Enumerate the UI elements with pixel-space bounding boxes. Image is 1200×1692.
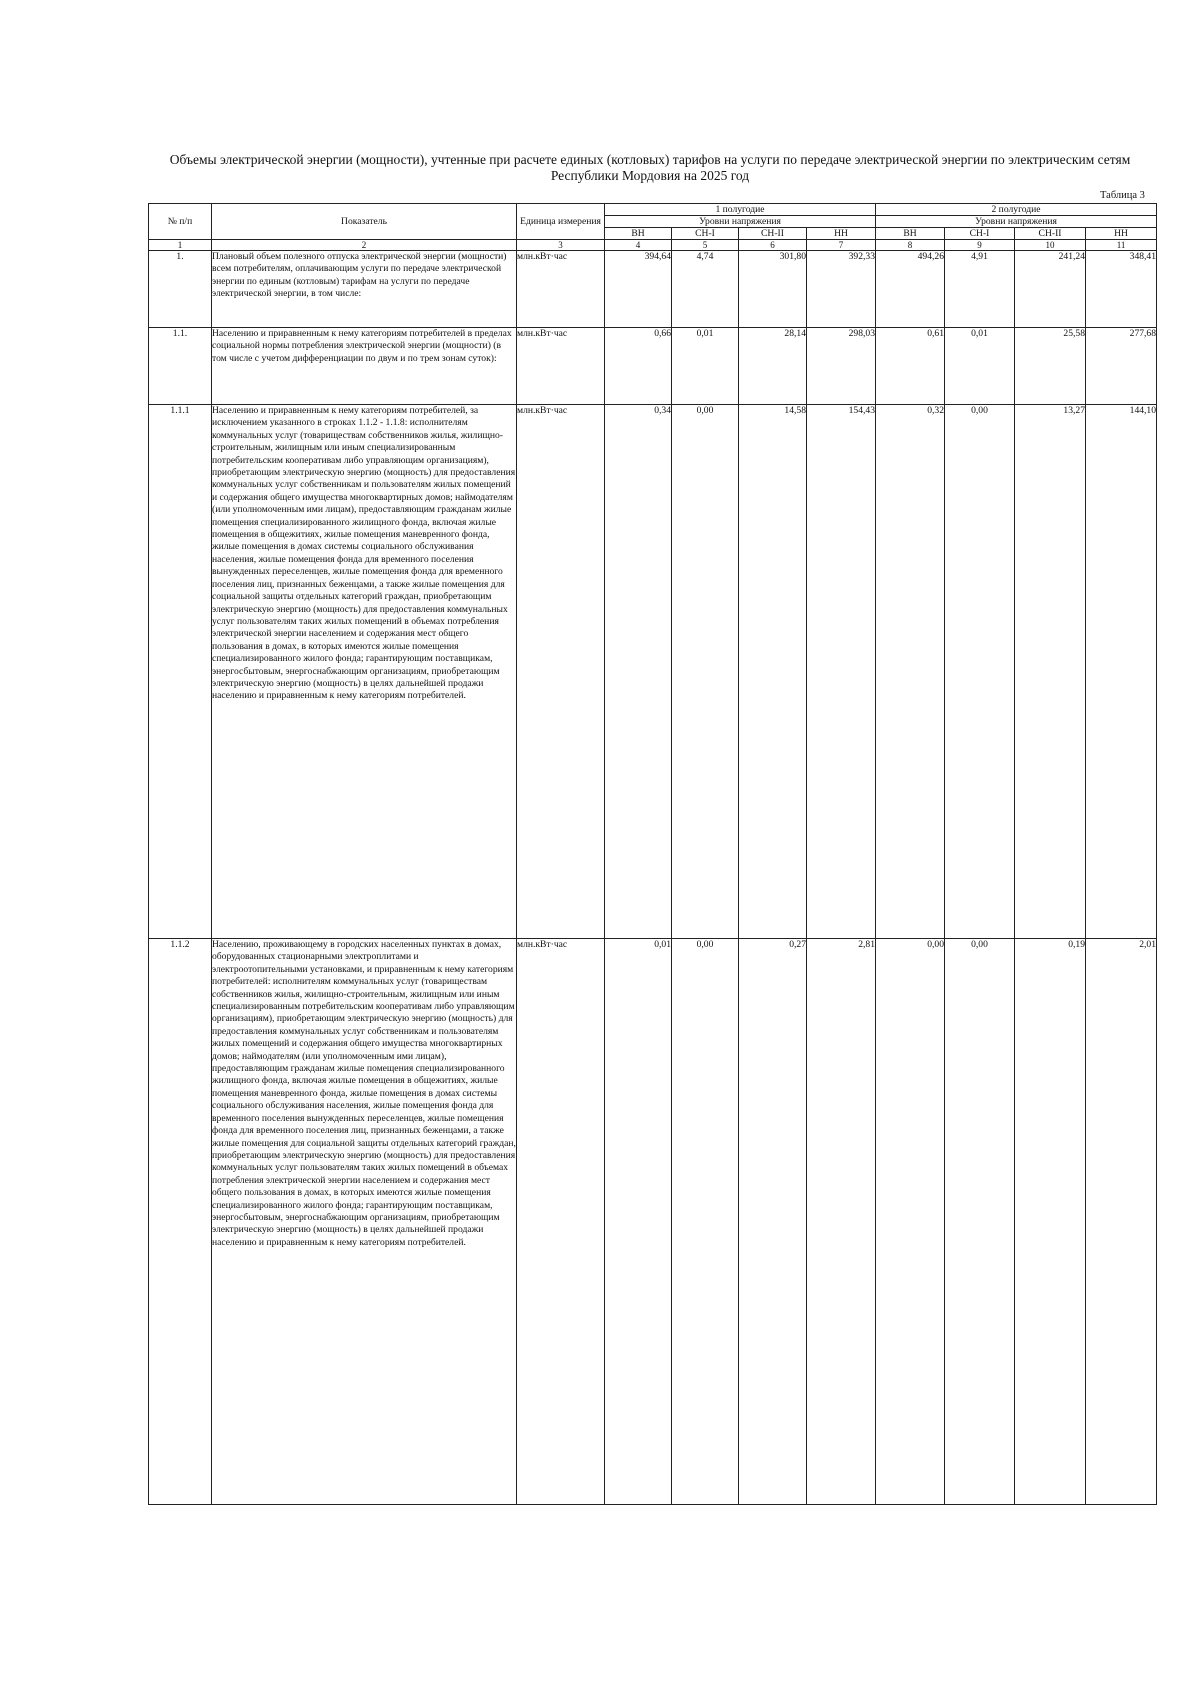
- header-half-1: 1 полугодие: [605, 204, 876, 216]
- table-row: [149, 939, 1157, 1505]
- value-cell: 25,58: [1015, 328, 1086, 405]
- row-number: 1.1.2: [149, 939, 212, 1505]
- header-indicator: Показатель: [212, 204, 517, 240]
- value-cell: 348,41: [1086, 251, 1157, 328]
- column-number: 11: [1086, 240, 1157, 251]
- column-number: 10: [1015, 240, 1086, 251]
- value-cell: 0,32: [876, 405, 945, 939]
- value-cell: 0,00: [672, 405, 739, 939]
- value-cell: 144,10: [1086, 405, 1157, 939]
- column-number: 4: [605, 240, 672, 251]
- header-level-vn-1: ВН: [605, 228, 672, 240]
- value-cell: 0,01: [945, 328, 1015, 405]
- value-cell: 392,33: [807, 251, 876, 328]
- value-cell: 0,19: [1015, 939, 1086, 1505]
- header-level-nn-1: НН: [807, 228, 876, 240]
- header-level-vn-2: ВН: [876, 228, 945, 240]
- column-number: 3: [517, 240, 605, 251]
- value-cell: 0,34: [605, 405, 672, 939]
- value-cell: 4,74: [672, 251, 739, 328]
- value-cell: 494,26: [876, 251, 945, 328]
- column-number: 9: [945, 240, 1015, 251]
- table-row: [149, 251, 1157, 328]
- header-num: № п/п: [149, 204, 212, 240]
- value-cell: 277,68: [1086, 328, 1157, 405]
- row-number: 1.1.: [149, 328, 212, 405]
- page-title: Объемы электрической энергии (мощности), учтенные при расчете единых (котловых) тарифов на услуги по передаче электрической энергии по электрическим сетям Республики Мордовия на 2025 год: [169, 152, 1131, 183]
- row-unit: млн.кВт·час: [517, 939, 605, 1505]
- value-cell: 4,91: [945, 251, 1015, 328]
- value-cell: 394,64: [605, 251, 672, 328]
- row-indicator: Населению и приравненным к нему категориям потребителей в пределах социальной нормы потребления электрической энергии (мощности) (в том числе с учетом дифференциации по двум и по трем зонам суток):: [212, 328, 517, 405]
- row-indicator: Плановый объем полезного отпуска электрической энергии (мощности) всем потребителям, оплачивающим услуги по передаче электрической энергии по единым (котловым) тарифам на услуги по передаче электрической энергии, в том числе:: [212, 251, 517, 328]
- value-cell: 301,80: [739, 251, 807, 328]
- row-unit: млн.кВт·час: [517, 328, 605, 405]
- row-number: 1.1.1: [149, 405, 212, 939]
- header-level-sn2-2: СН-II: [1015, 228, 1086, 240]
- column-number: 1: [149, 240, 212, 251]
- value-cell: 28,14: [739, 328, 807, 405]
- value-cell: 2,81: [807, 939, 876, 1505]
- value-cell: 2,01: [1086, 939, 1157, 1505]
- header-voltage-levels-2: Уровни напряжения: [876, 216, 1157, 228]
- value-cell: 0,00: [945, 405, 1015, 939]
- value-cell: 0,66: [605, 328, 672, 405]
- volumes-table: [148, 203, 1157, 1505]
- value-cell: 154,43: [807, 405, 876, 939]
- row-indicator: Населению и приравненным к нему категориям потребителей, за исключением указанного в строках 1.1.2 - 1.1.8: исполнителям коммунальных услуг (товариществам собственников жилья, жилищно-строительным, жилищным или иным специализированным потребительским кооперативам либо управляющим организациям), приобретающим электрическую энергию (мощность) для предоставления коммунальных услуг собственникам и пользователям жилых помещений и содержания общего имущества многоквартирных домов; наймодателям (или уполномоченным ими лицам), предоставляющим гражданам жилые помещения специализированного жилищного фонда, включая жилые помещения в общежитиях, жилые помещения маневренного фонда, жилые помещения в домах системы социального обслуживания населения, жилые помещения фонда для временного поселения вынужденных переселенцев, жилые помещения фонда для временного поселения лиц, признанных беженцами, а также жилые помещения для социальной защиты отдельных категорий граждан, приобретающим электрическую энергию (мощность) для предоставления коммунальных услуг пользователям таких жилых помещений в объемах потребления электрической энергии населением и содержания мест общего пользования в домах, в которых имеются жилые помещения специализированного жилого фонда; гарантирующим поставщикам, энергосбытовым, энергоснабжающим организациям, приобретающим электрическую энергию (мощность) в целях дальнейшей продажи населению и приравненным к нему категориям потребителей.: [212, 405, 517, 939]
- header-unit: Единица измерения: [517, 204, 605, 240]
- value-cell: 0,01: [672, 328, 739, 405]
- row-number: 1.: [149, 251, 212, 328]
- header-level-sn2-1: СН-II: [739, 228, 807, 240]
- column-number: 8: [876, 240, 945, 251]
- value-cell: 13,27: [1015, 405, 1086, 939]
- column-number: 7: [807, 240, 876, 251]
- value-cell: 0,00: [945, 939, 1015, 1505]
- table-label: Таблица 3: [1100, 190, 1145, 201]
- value-cell: 241,24: [1015, 251, 1086, 328]
- row-unit: млн.кВт·час: [517, 251, 605, 328]
- header-level-nn-2: НН: [1086, 228, 1157, 240]
- header-level-sn1-2: СН-I: [945, 228, 1015, 240]
- value-cell: 0,61: [876, 328, 945, 405]
- header-half-2: 2 полугодие: [876, 204, 1157, 216]
- header-level-sn1-1: СН-I: [672, 228, 739, 240]
- table-row: [149, 328, 1157, 405]
- row-indicator: Населению, проживающему в городских населенных пунктах в домах, оборудованных стационарными электроплитами и электроотопительными установками, и приравненным к нему категориям потребителей: исполнителям коммунальных услуг (товариществам собственников жилья, жилищно-строительным, жилищным или иным специализированным потребительским кооперативам либо управляющим организациям), приобретающим электрическую энергию (мощность) для предоставления коммунальных услуг собственникам и пользователям жилых помещений и содержания общего имущества многоквартирных домов; наймодателям (или уполномоченным ими лицам), предоставляющим гражданам жилые помещения специализированного жилищного фонда, включая жилые помещения в общежитиях, жилые помещения маневренного фонда, жилые помещения в домах системы социального обслуживания населения, жилые помещения фонда для временного поселения вынужденных переселенцев, жилые помещения фонда для временного поселения лиц, признанных беженцами, а также жилые помещения для социальной защиты отдельных категорий граждан, приобретающим электрическую энергию (мощность) для предоставления коммунальных услуг пользователям таких жилых помещений в объемах потребления электрической энергии населением и содержания мест общего пользования в домах, в которых имеются жилые помещения специализированного жилого фонда; гарантирующим поставщикам, энергосбытовым, энергоснабжающим организациям, приобретающим электрическую энергию (мощность) в целях дальнейшей продажи населению и приравненным к нему категориям потребителей.: [212, 939, 517, 1505]
- value-cell: 14,58: [739, 405, 807, 939]
- table-row: [149, 405, 1157, 939]
- column-number: 5: [672, 240, 739, 251]
- value-cell: 0,01: [605, 939, 672, 1505]
- row-unit: млн.кВт·час: [517, 405, 605, 939]
- header-voltage-levels-1: Уровни напряжения: [605, 216, 876, 228]
- column-number: 2: [212, 240, 517, 251]
- value-cell: 0,00: [672, 939, 739, 1505]
- value-cell: 0,27: [739, 939, 807, 1505]
- value-cell: 0,00: [876, 939, 945, 1505]
- value-cell: 298,03: [807, 328, 876, 405]
- column-number: 6: [739, 240, 807, 251]
